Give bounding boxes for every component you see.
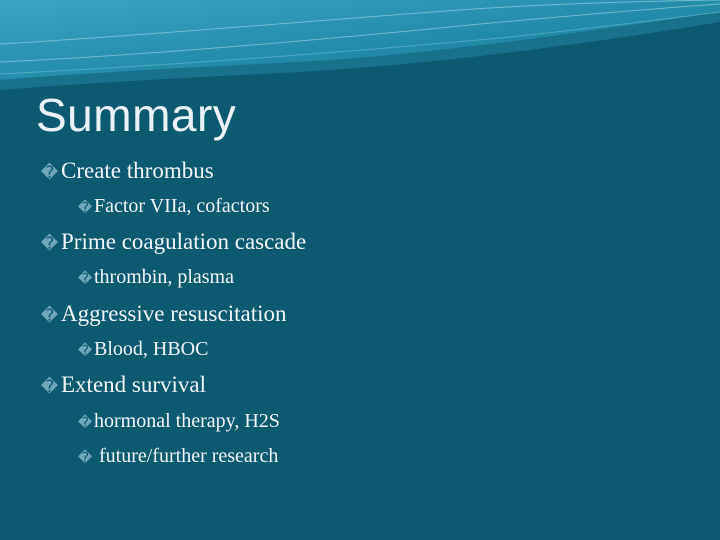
bullet-glyph-icon: � [40, 377, 59, 397]
bullet-glyph-icon: � [77, 415, 93, 431]
sub-bullet-item [76, 195, 270, 218]
bullet-glyph-icon: � [40, 163, 59, 183]
bullet-item [38, 372, 206, 398]
sub-bullet-item [76, 266, 234, 289]
bullet-item [38, 158, 214, 184]
sub-bullet-item [76, 338, 208, 361]
sub-bullet-item [76, 410, 280, 433]
bullet-item [38, 229, 306, 255]
bullet-glyph-icon: � [40, 234, 59, 254]
bullet-text: thrombin, plasma [94, 266, 234, 288]
bullet-text: Prime coagulation cascade [61, 229, 307, 254]
bullet-text: Blood, HBOC [94, 338, 209, 360]
bullet-text: future/further research [94, 445, 279, 467]
bullet-text: Aggressive resuscitation [61, 301, 287, 326]
bullet-text: Create thrombus [61, 158, 214, 183]
bullet-text: Extend survival [61, 372, 206, 397]
bullet-text: Factor VIIa, cofactors [94, 195, 270, 217]
bullet-glyph-icon: � [77, 271, 93, 287]
bullet-glyph-icon: � [40, 306, 59, 326]
bullet-item [38, 301, 286, 327]
bullet-glyph-icon: � [77, 450, 93, 466]
bullet-glyph-icon: � [77, 343, 93, 359]
slide-title: Summary [36, 89, 237, 141]
sub-bullet-item [76, 445, 278, 468]
bullet-glyph-icon: � [77, 200, 93, 216]
bullet-text: hormonal therapy, H2S [94, 410, 280, 432]
